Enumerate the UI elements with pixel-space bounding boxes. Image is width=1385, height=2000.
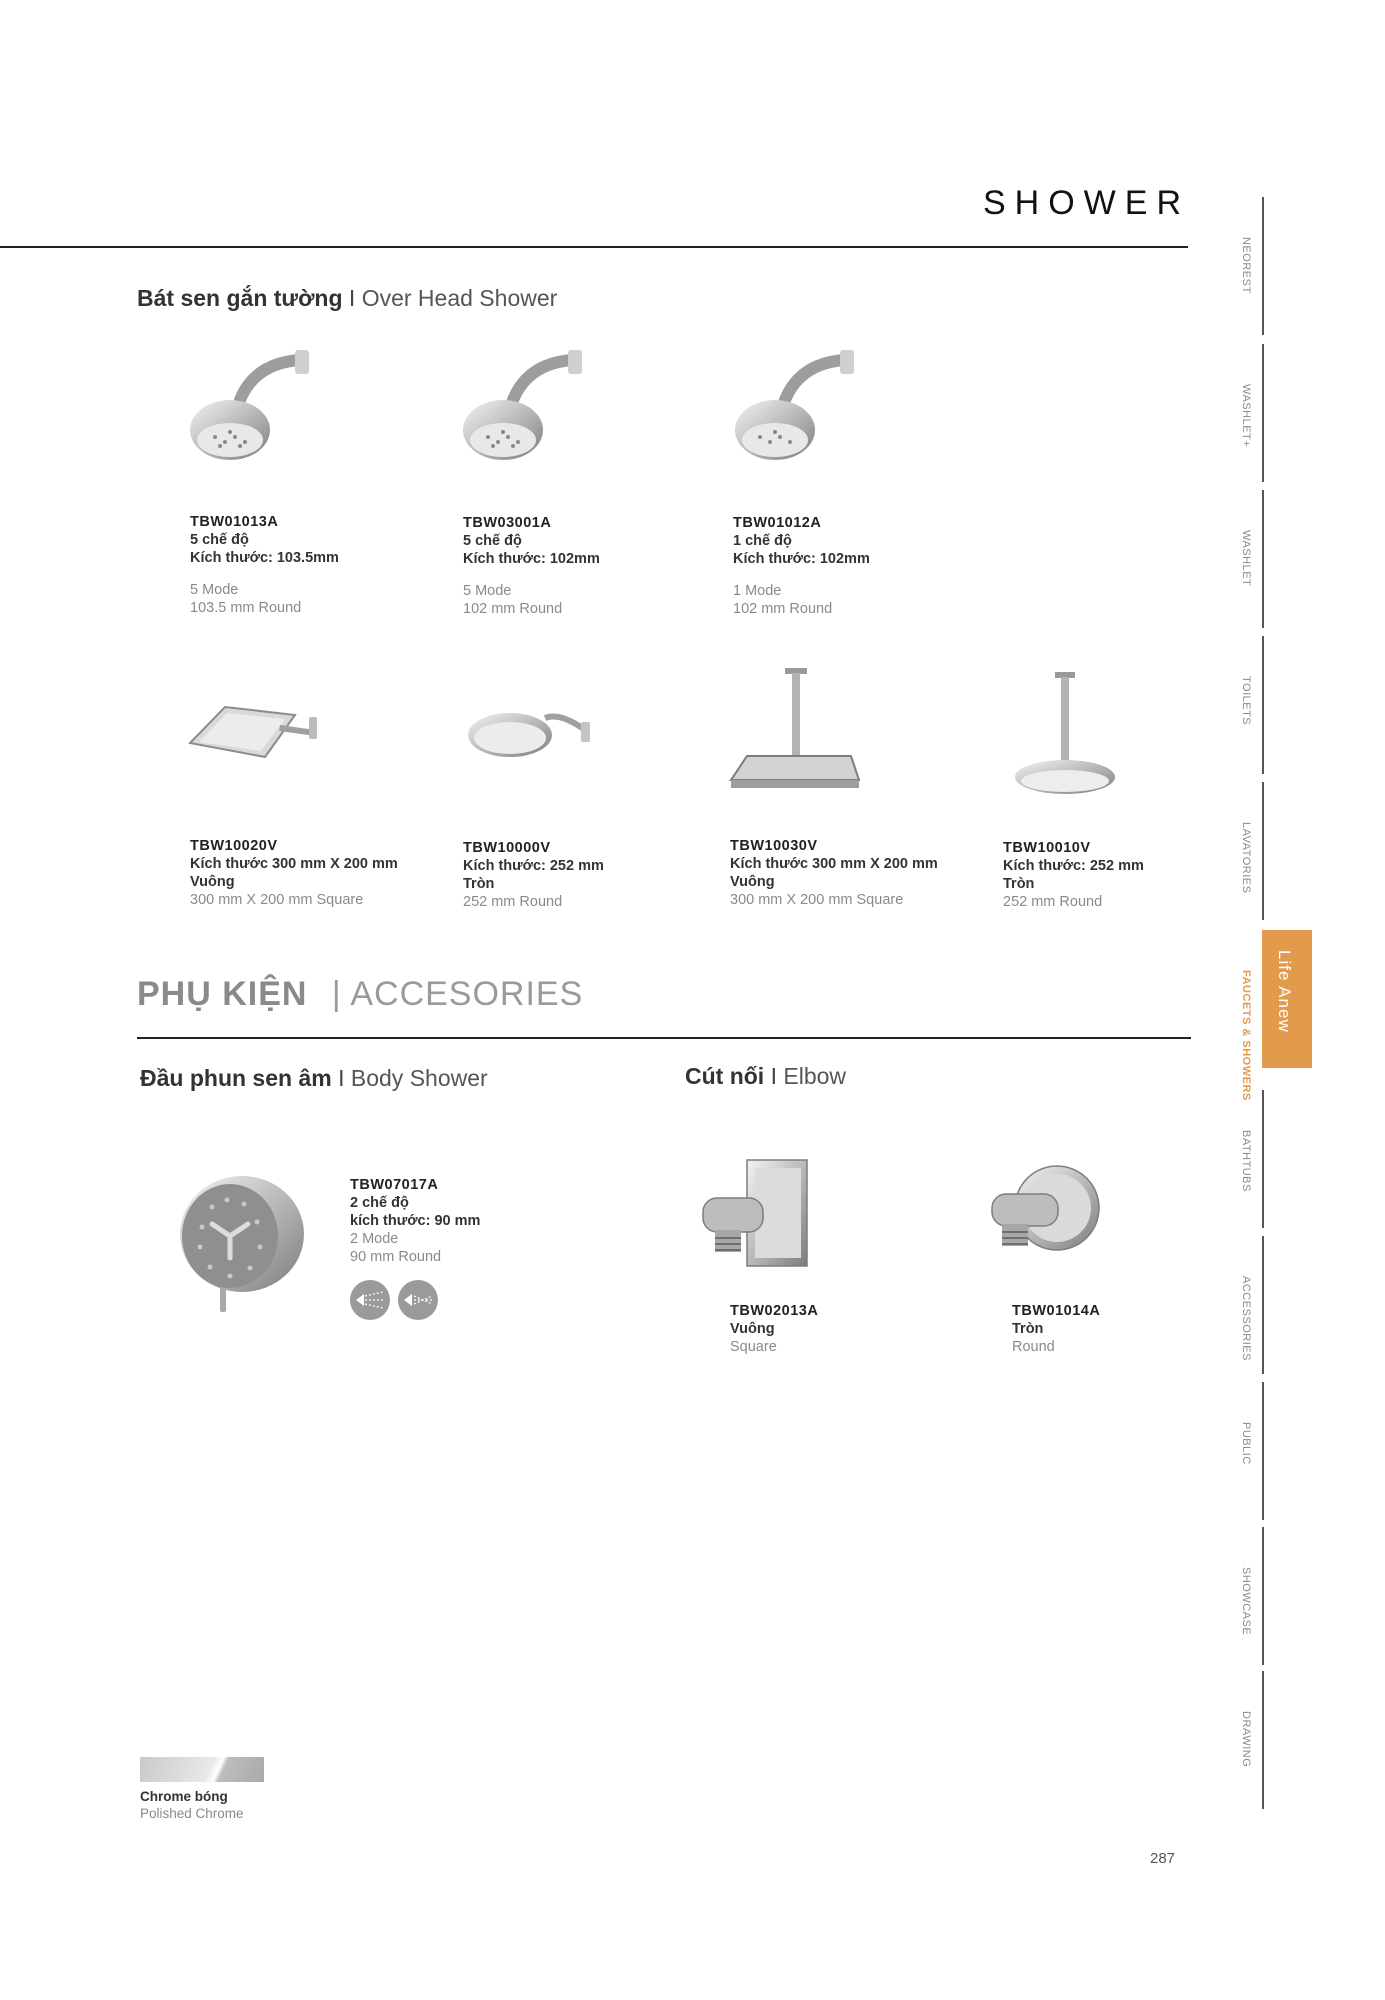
product-spec-en: 102 mm Round [463, 601, 563, 617]
product-tbw07017a [350, 1176, 580, 1266]
body-shower-heading [140, 1065, 488, 1092]
product-image-tbw01012a [730, 345, 865, 480]
body-shower-heading-en: Body Shower [350, 1065, 488, 1091]
sidebar-item-neorest[interactable]: NEOREST [1240, 237, 1252, 294]
product-image-tbw01013a [185, 345, 320, 480]
sidebar-divider [1262, 1090, 1264, 1228]
sidebar-divider [1262, 1236, 1264, 1374]
elbow-heading [685, 1063, 846, 1090]
product-spec-vn: Tròn [463, 876, 495, 892]
product-spec-vn: Kích thước: 102mm [463, 551, 600, 567]
product-spec-vn: Vuông [190, 874, 235, 890]
product-spec-vn: 5 chế độ [463, 533, 522, 549]
accessories-heading-en: ACCESORIES [350, 975, 584, 1013]
product-image-tbw10020v [185, 695, 325, 765]
accessories-divider [137, 1037, 1191, 1039]
accessories-heading [137, 975, 583, 1014]
elbow-heading-sep: I [770, 1063, 777, 1089]
product-spec-en: 300 mm X 200 mm Square [190, 892, 364, 908]
sidebar-item-drawing[interactable]: DRAWING [1240, 1711, 1252, 1768]
product-code: TBW07017A [350, 1177, 439, 1193]
sidebar-item-accessories[interactable]: ACCESSORIES [1240, 1276, 1252, 1361]
sidebar-divider [1262, 782, 1264, 920]
overhead-heading-en: Over Head Shower [361, 285, 558, 311]
product-spec-vn: Kích thước: 103.5mm [190, 550, 339, 566]
product-spec-en: 103.5 mm Round [190, 600, 302, 616]
product-tbw03001a [463, 514, 693, 618]
product-image-tbw02013a [695, 1158, 815, 1273]
body-shower-heading-sep: I [338, 1065, 345, 1091]
product-image-tbw03001a [458, 345, 593, 480]
header-divider [0, 246, 1188, 248]
product-spec-en: 90 mm Round [350, 1249, 442, 1265]
sidebar-divider [1262, 1671, 1264, 1809]
product-spec-vn: 1 chế độ [733, 533, 792, 549]
sidebar-item-showcase[interactable]: SHOWCASE [1240, 1567, 1252, 1636]
product-tbw10000v [463, 839, 693, 911]
product-spec-en: 300 mm X 200 mm Square [730, 892, 904, 908]
product-code: TBW02013A [730, 1303, 819, 1319]
product-tbw10020v [190, 837, 430, 909]
sidebar-item-lavatories[interactable]: LAVATORIES [1240, 822, 1252, 894]
sidebar-item-toilets[interactable]: TOILETS [1240, 676, 1252, 726]
product-tbw01012a [733, 514, 963, 618]
chrome-finish-swatch [140, 1757, 264, 1782]
product-spec-vn: kích thước: 90 mm [350, 1213, 481, 1229]
product-spec-vn: Tròn [1003, 876, 1035, 892]
product-spec-en: 252 mm Round [463, 894, 563, 910]
finish-label [140, 1788, 244, 1822]
product-spec-en: 2 Mode [350, 1231, 399, 1247]
product-spec-vn: Vuông [730, 1321, 775, 1337]
product-tbw01014a [1012, 1302, 1172, 1356]
life-anew-tab [1262, 930, 1312, 1068]
overhead-heading [137, 285, 557, 312]
product-code: TBW10010V [1003, 840, 1091, 856]
sidebar-divider [1262, 636, 1264, 774]
product-spec-vn: Kích thước: 252 mm [463, 858, 604, 874]
product-image-tbw10030v [725, 668, 865, 798]
product-code: TBW01014A [1012, 1303, 1101, 1319]
sidebar-item-bathtubs[interactable]: BATHTUBS [1240, 1130, 1252, 1192]
sidebar-item-faucets-showers[interactable]: FAUCETS & SHOWERS [1240, 970, 1252, 1101]
sidebar-divider [1262, 490, 1264, 628]
product-code: TBW10000V [463, 840, 551, 856]
product-image-tbw10000v [465, 700, 595, 765]
overhead-heading-sep: I [348, 285, 356, 311]
product-spec-vn: Tròn [1012, 1321, 1044, 1337]
product-code: TBW03001A [463, 515, 552, 531]
product-spec-en: 5 Mode [463, 583, 512, 599]
page-number: 287 [1150, 1850, 1176, 1867]
product-spec-vn: Vuông [730, 874, 775, 890]
finish-label-en: Polished Chrome [140, 1806, 244, 1821]
product-spec-en: 5 Mode [190, 582, 239, 598]
product-spec-en: Round [1012, 1339, 1055, 1355]
product-spec-en: Square [730, 1339, 777, 1355]
product-spec-en: 252 mm Round [1003, 894, 1103, 910]
page-title: SHOWER [983, 184, 1190, 222]
accessories-heading-sep: | [331, 975, 342, 1013]
sidebar-divider [1262, 1527, 1264, 1665]
product-spec-en: 102 mm Round [733, 601, 833, 617]
product-spec-vn: Kích thước: 102mm [733, 551, 870, 567]
sidebar-divider [1262, 1382, 1264, 1520]
product-image-tbw01014a [982, 1160, 1102, 1270]
product-spec-vn: 5 chế độ [190, 532, 249, 548]
overhead-heading-vn: Bát sen gắn tường [137, 285, 343, 311]
product-tbw10010v [1003, 839, 1183, 911]
product-tbw10030v [730, 837, 970, 909]
body-shower-heading-vn: Đầu phun sen âm [140, 1065, 332, 1091]
spray-mode-icon [350, 1280, 390, 1320]
product-image-tbw10010v [1010, 672, 1120, 802]
accessories-heading-vn: PHỤ KIỆN [137, 975, 308, 1013]
product-spec-vn: Kích thước: 252 mm [1003, 858, 1144, 874]
sidebar-item-public[interactable]: PUBLIC [1240, 1422, 1252, 1465]
product-code: TBW01013A [190, 514, 279, 530]
elbow-heading-en: Elbow [783, 1063, 847, 1089]
product-tbw01013a [190, 513, 420, 617]
product-spec-vn: 2 chế độ [350, 1195, 409, 1211]
product-code: TBW10020V [190, 838, 278, 854]
product-image-tbw07017a [172, 1172, 307, 1317]
sidebar-divider [1262, 344, 1264, 482]
sidebar-divider [1262, 197, 1264, 335]
product-tbw02013a [730, 1302, 960, 1356]
product-code: TBW01012A [733, 515, 822, 531]
product-spec-vn: Kích thước 300 mm X 200 mm [190, 856, 398, 872]
finish-label-vn: Chrome bóng [140, 1789, 228, 1804]
product-spec-vn: Kích thước 300 mm X 200 mm [730, 856, 938, 872]
sidebar-item-washlet[interactable]: WASHLET+ [1240, 384, 1252, 448]
massage-mode-icon [398, 1280, 438, 1320]
sidebar-item-washlet[interactable]: WASHLET [1240, 530, 1252, 587]
life-anew-label: Life Anew [1275, 950, 1294, 1033]
elbow-heading-vn: Cút nối [685, 1063, 765, 1089]
product-code: TBW10030V [730, 838, 818, 854]
product-spec-en: 1 Mode [733, 583, 782, 599]
